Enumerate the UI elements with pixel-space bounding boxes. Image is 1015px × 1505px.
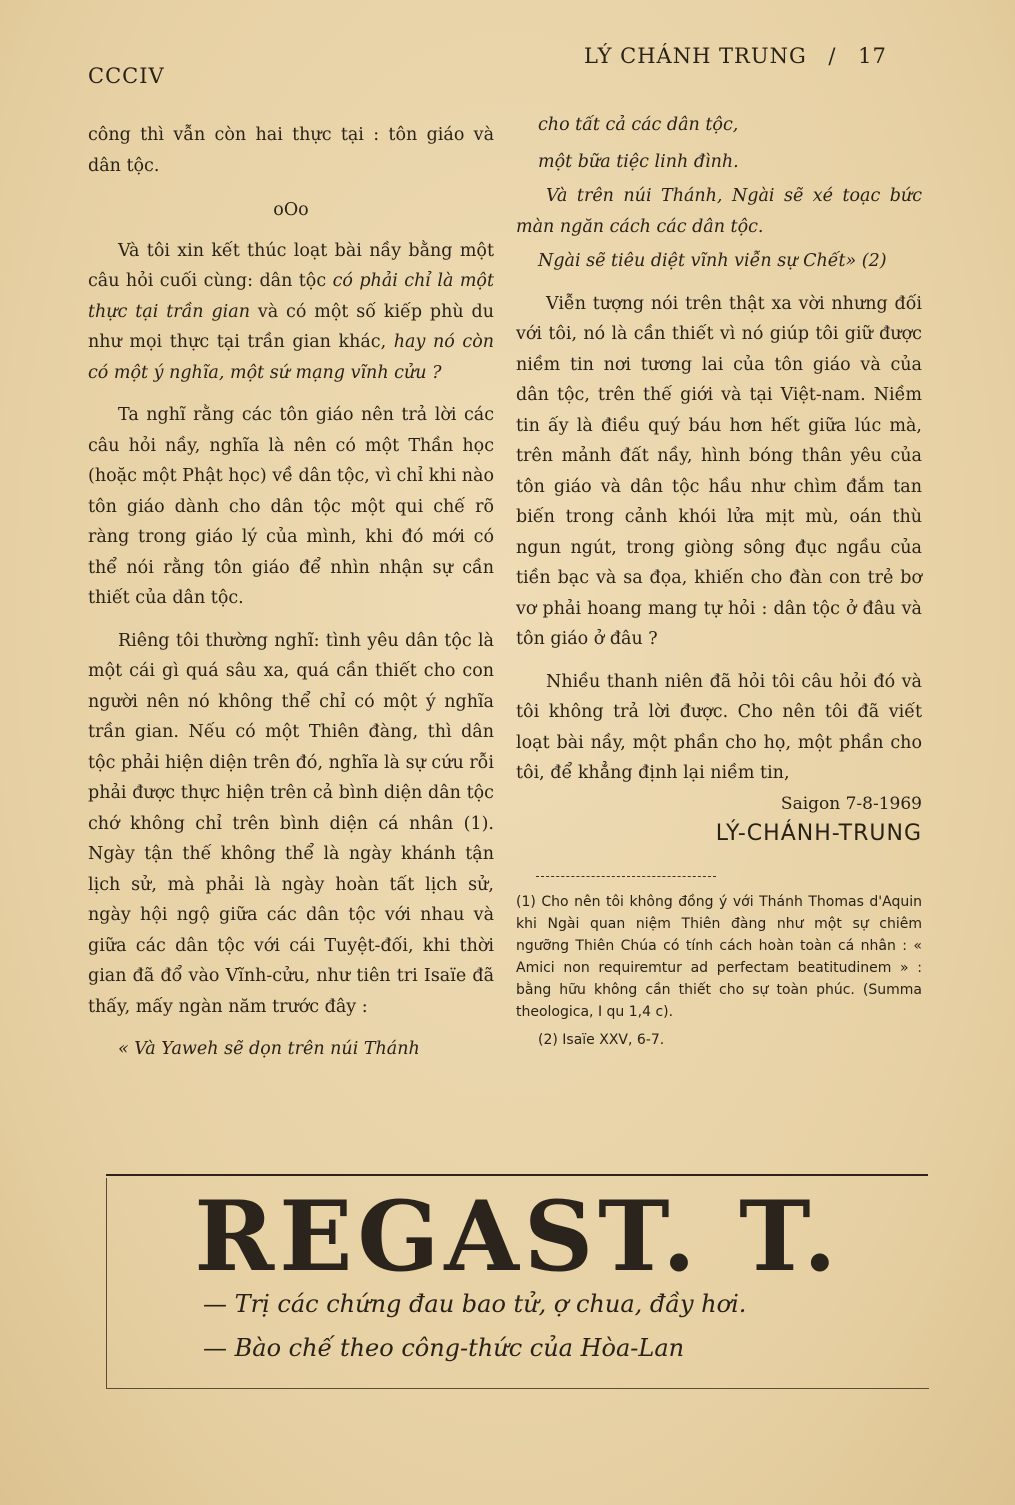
advert-line-1: — Trị các chứng đau bao tử, ợ chua, đầy hơi. [203, 1290, 747, 1318]
signature-date: Saigon 7-8-1969 [780, 793, 922, 814]
scripture-quote-5: Ngài sẽ tiêu diệt vĩnh viễn sự Chết» (2) [538, 251, 887, 271]
scripture-quote-3: một bữa tiệc linh đình. [538, 151, 739, 172]
author-name-header: LÝ CHÁNH TRUNG [584, 44, 807, 68]
section-ornament: oOo [273, 200, 309, 220]
signature-name: LÝ-CHÁNH-TRUNG [715, 821, 922, 846]
advert-brand-name: REGAST. T. [194, 1180, 842, 1293]
paragraph-5: Viễn tượng nói trên thật xa vời nhưng đối với tôi, nó là cần thiết vì nó giúp tôi giữ được niềm tin nơi tương lai của tôn giáo và của dân tộc, trên thế giới và tại Việt-nam. Niềm tin ấy là điều quý báu hơn hết giữa lúc mà, trên mảnh đất nầy, hình bóng thân yêu của tôn giáo và dân tộc hầu như chìm đắm tan biến trong cảnh khói lửa mịt mù, oán thù ngun ngút, trong giòng sông đục ngầu của tiền bạc và sa đọa, khiến cho đàn con trẻ bơ vơ phải hoang mang tự hỏi : dân tộc ở đâu và tôn giáo ở đâu ? [516, 293, 922, 649]
paragraph-2-italic-2: hay nó còn có một ý nghĩa, một sứ mạng vĩnh cửu ? [88, 332, 494, 383]
paragraph-2-text: Và tôi xin kết thúc loạt bài nầy bằng một câu hỏi cuối cùng: dân tộc [88, 240, 494, 291]
footnote-1: (1) Cho nên tôi không đồng ý với Thánh Thomas d'Aquin khi Ngài quan niệm Thiên đàng như một sự chiêm ngưỡng Thiên Chúa có tính cách hoàn toàn cá nhân : « Amici non requiremtur ad perfectam beatitudinem » : bằng hữu không cần thiết cho sự toàn phúc. (Summa theologica, I qu 1,4 c). [516, 893, 922, 1020]
right-column [516, 110, 922, 1051]
footnote-2: (2) Isaïe XXV, 6-7. [538, 1031, 665, 1048]
paragraph-3: Ta nghĩ rằng các tôn giáo nên trả lời các câu hỏi nầy, nghĩa là nên có một Thần học (hoặc một Phật học) về dân tộc, vì chỉ khi nào tôn giáo dành cho dân tộc một qui chế rõ ràng trong giáo lý của mình, khi đó mới có thể nói rằng tôn giáo để nhìn nhận sự cần thiết của dân tộc. [88, 405, 494, 608]
page-number: 17 [858, 44, 887, 68]
paragraph-1: công thì vẫn còn hai thực tại : tôn giáo và dân tộc. [88, 125, 494, 176]
scripture-quote-1: « Và Yaweh sẽ dọn trên núi Thánh [118, 1039, 420, 1059]
footnote-divider [536, 876, 716, 877]
paragraph-4: Riêng tôi thường nghĩ: tình yêu dân tộc là một cái gì quá sâu xa, quá cần thiết cho con người nên nó không thể chỉ có một ý nghĩa trần gian. Nếu có một Thiên đàng, thì dân tộc phải hiện diện trên đó, nghĩa là sự cứu rỗi phải được thực hiện trên cả bình diện dân tộc chớ không chỉ trên bình diện cá nhân (1). Ngày tận thế không thể là ngày khánh tận lịch sử, mà phải là ngày hoàn tất lịch sử, ngày hội ngộ giữa các dân tộc với nhau và giữa các dân tộc với cái Tuyệt-đối, khi thời gian đã đổ vào Vĩnh-cửu, như tiên tri Isaïe đã thấy, mấy ngàn năm trước đây : [88, 630, 494, 1017]
advertisement [106, 1178, 929, 1389]
advert-top-rule [106, 1174, 928, 1176]
section-roman-numeral: CCCIV [88, 64, 165, 88]
scripture-quote-2: cho tất cả các dân tộc, [538, 115, 739, 135]
paragraph-6: Nhiều thanh niên đã hỏi tôi câu hỏi đó và tôi không trả lời được. Cho nên tôi đã viết loạt bài nầy, một phần cho họ, một phần cho tôi, để khẳng định lại niềm tin, [516, 671, 922, 783]
footnotes [516, 891, 922, 1051]
paragraph-2-italic-1: có phải chỉ là một thực tại trần gian [88, 271, 494, 322]
paragraph-2 [88, 236, 494, 389]
advert-line-2: — Bào chế theo công-thức của Hòa-Lan [203, 1334, 685, 1362]
scripture-quote-4: Và trên núi Thánh, Ngài sẽ xé toạc bức màn ngăn cách các dân tộc. [516, 186, 922, 237]
header-separator: / [828, 44, 837, 68]
running-header [584, 44, 887, 68]
left-column [88, 120, 494, 1065]
paragraph-2-text-mid: và có một số kiếp phù du như mọi thực tại trần gian khác, [88, 301, 494, 352]
